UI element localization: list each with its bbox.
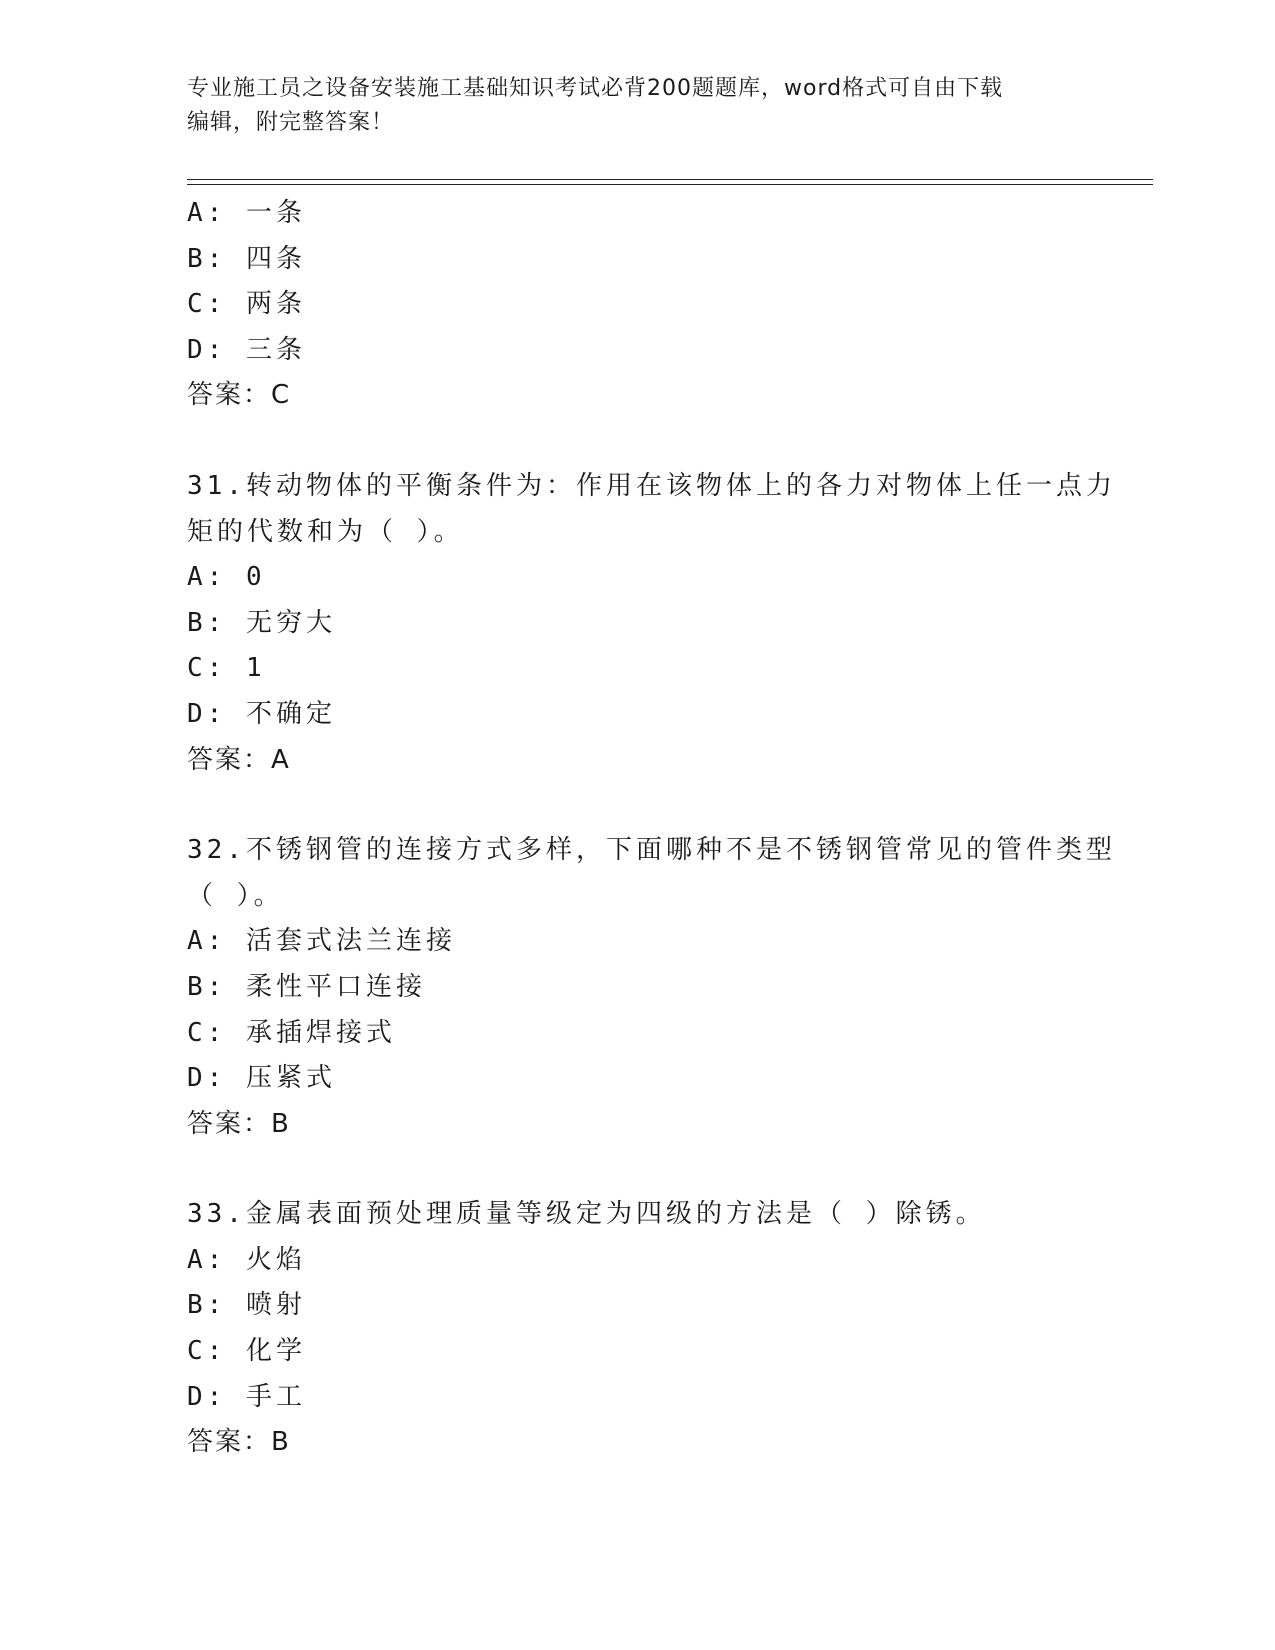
question-33 xyxy=(187,1192,1127,1466)
question-stem-line: 32.不锈钢管的连接方式多样，下面哪种不是不锈钢管常见的管件类型 xyxy=(187,835,1116,866)
question-32 xyxy=(187,828,1127,1147)
question-continued xyxy=(187,191,1127,419)
option-c: C: 1 xyxy=(187,653,266,684)
option-a: A: 一条 xyxy=(187,198,306,228)
answer-line: 答案：B xyxy=(187,1108,291,1139)
header-line-1: 专业施工员之设备安装施工基础知识考试必背200题题库，word格式可自由下载 xyxy=(187,76,1004,101)
question-stem-line: （ ）。 xyxy=(187,880,284,911)
answer-line: 答案：B xyxy=(187,1427,291,1458)
option-d: D: 三条 xyxy=(187,334,306,365)
option-a: A: 活套式法兰连接 xyxy=(187,926,456,957)
option-b: B: 无穷大 xyxy=(187,607,336,638)
option-b: B: 喷射 xyxy=(187,1290,306,1321)
header-rule-top xyxy=(187,179,1153,180)
option-d: D: 手工 xyxy=(187,1381,306,1412)
header-line-2: 编辑，附完整答案！ xyxy=(187,110,395,135)
answer-line: 答案：A xyxy=(187,744,291,775)
option-a: A: 火焰 xyxy=(187,1244,306,1275)
question-stem-line: 31.转动物体的平衡条件为：作用在该物体上的各力对物体上任一点力 xyxy=(187,470,1116,501)
question-stem-line: 33.金属表面预处理质量等级定为四级的方法是（ ）除锈。 xyxy=(187,1199,986,1230)
question-stem-line: 矩的代数和为（ ）。 xyxy=(187,516,464,547)
option-b: B: 四条 xyxy=(187,243,306,274)
option-d: D: 压紧式 xyxy=(187,1063,336,1094)
option-a: A: 0 xyxy=(187,562,266,593)
question-31 xyxy=(187,464,1127,783)
answer-line: 答案：C xyxy=(187,380,292,411)
option-d: D: 不确定 xyxy=(187,698,336,729)
option-c: C: 化学 xyxy=(187,1336,306,1367)
header-rule-bottom xyxy=(187,184,1153,185)
question-list xyxy=(187,191,1127,1466)
document-header xyxy=(187,72,1087,140)
option-c: C: 承插焊接式 xyxy=(187,1017,396,1048)
option-c: C: 两条 xyxy=(187,289,306,320)
option-b: B: 柔性平口连接 xyxy=(187,971,426,1002)
